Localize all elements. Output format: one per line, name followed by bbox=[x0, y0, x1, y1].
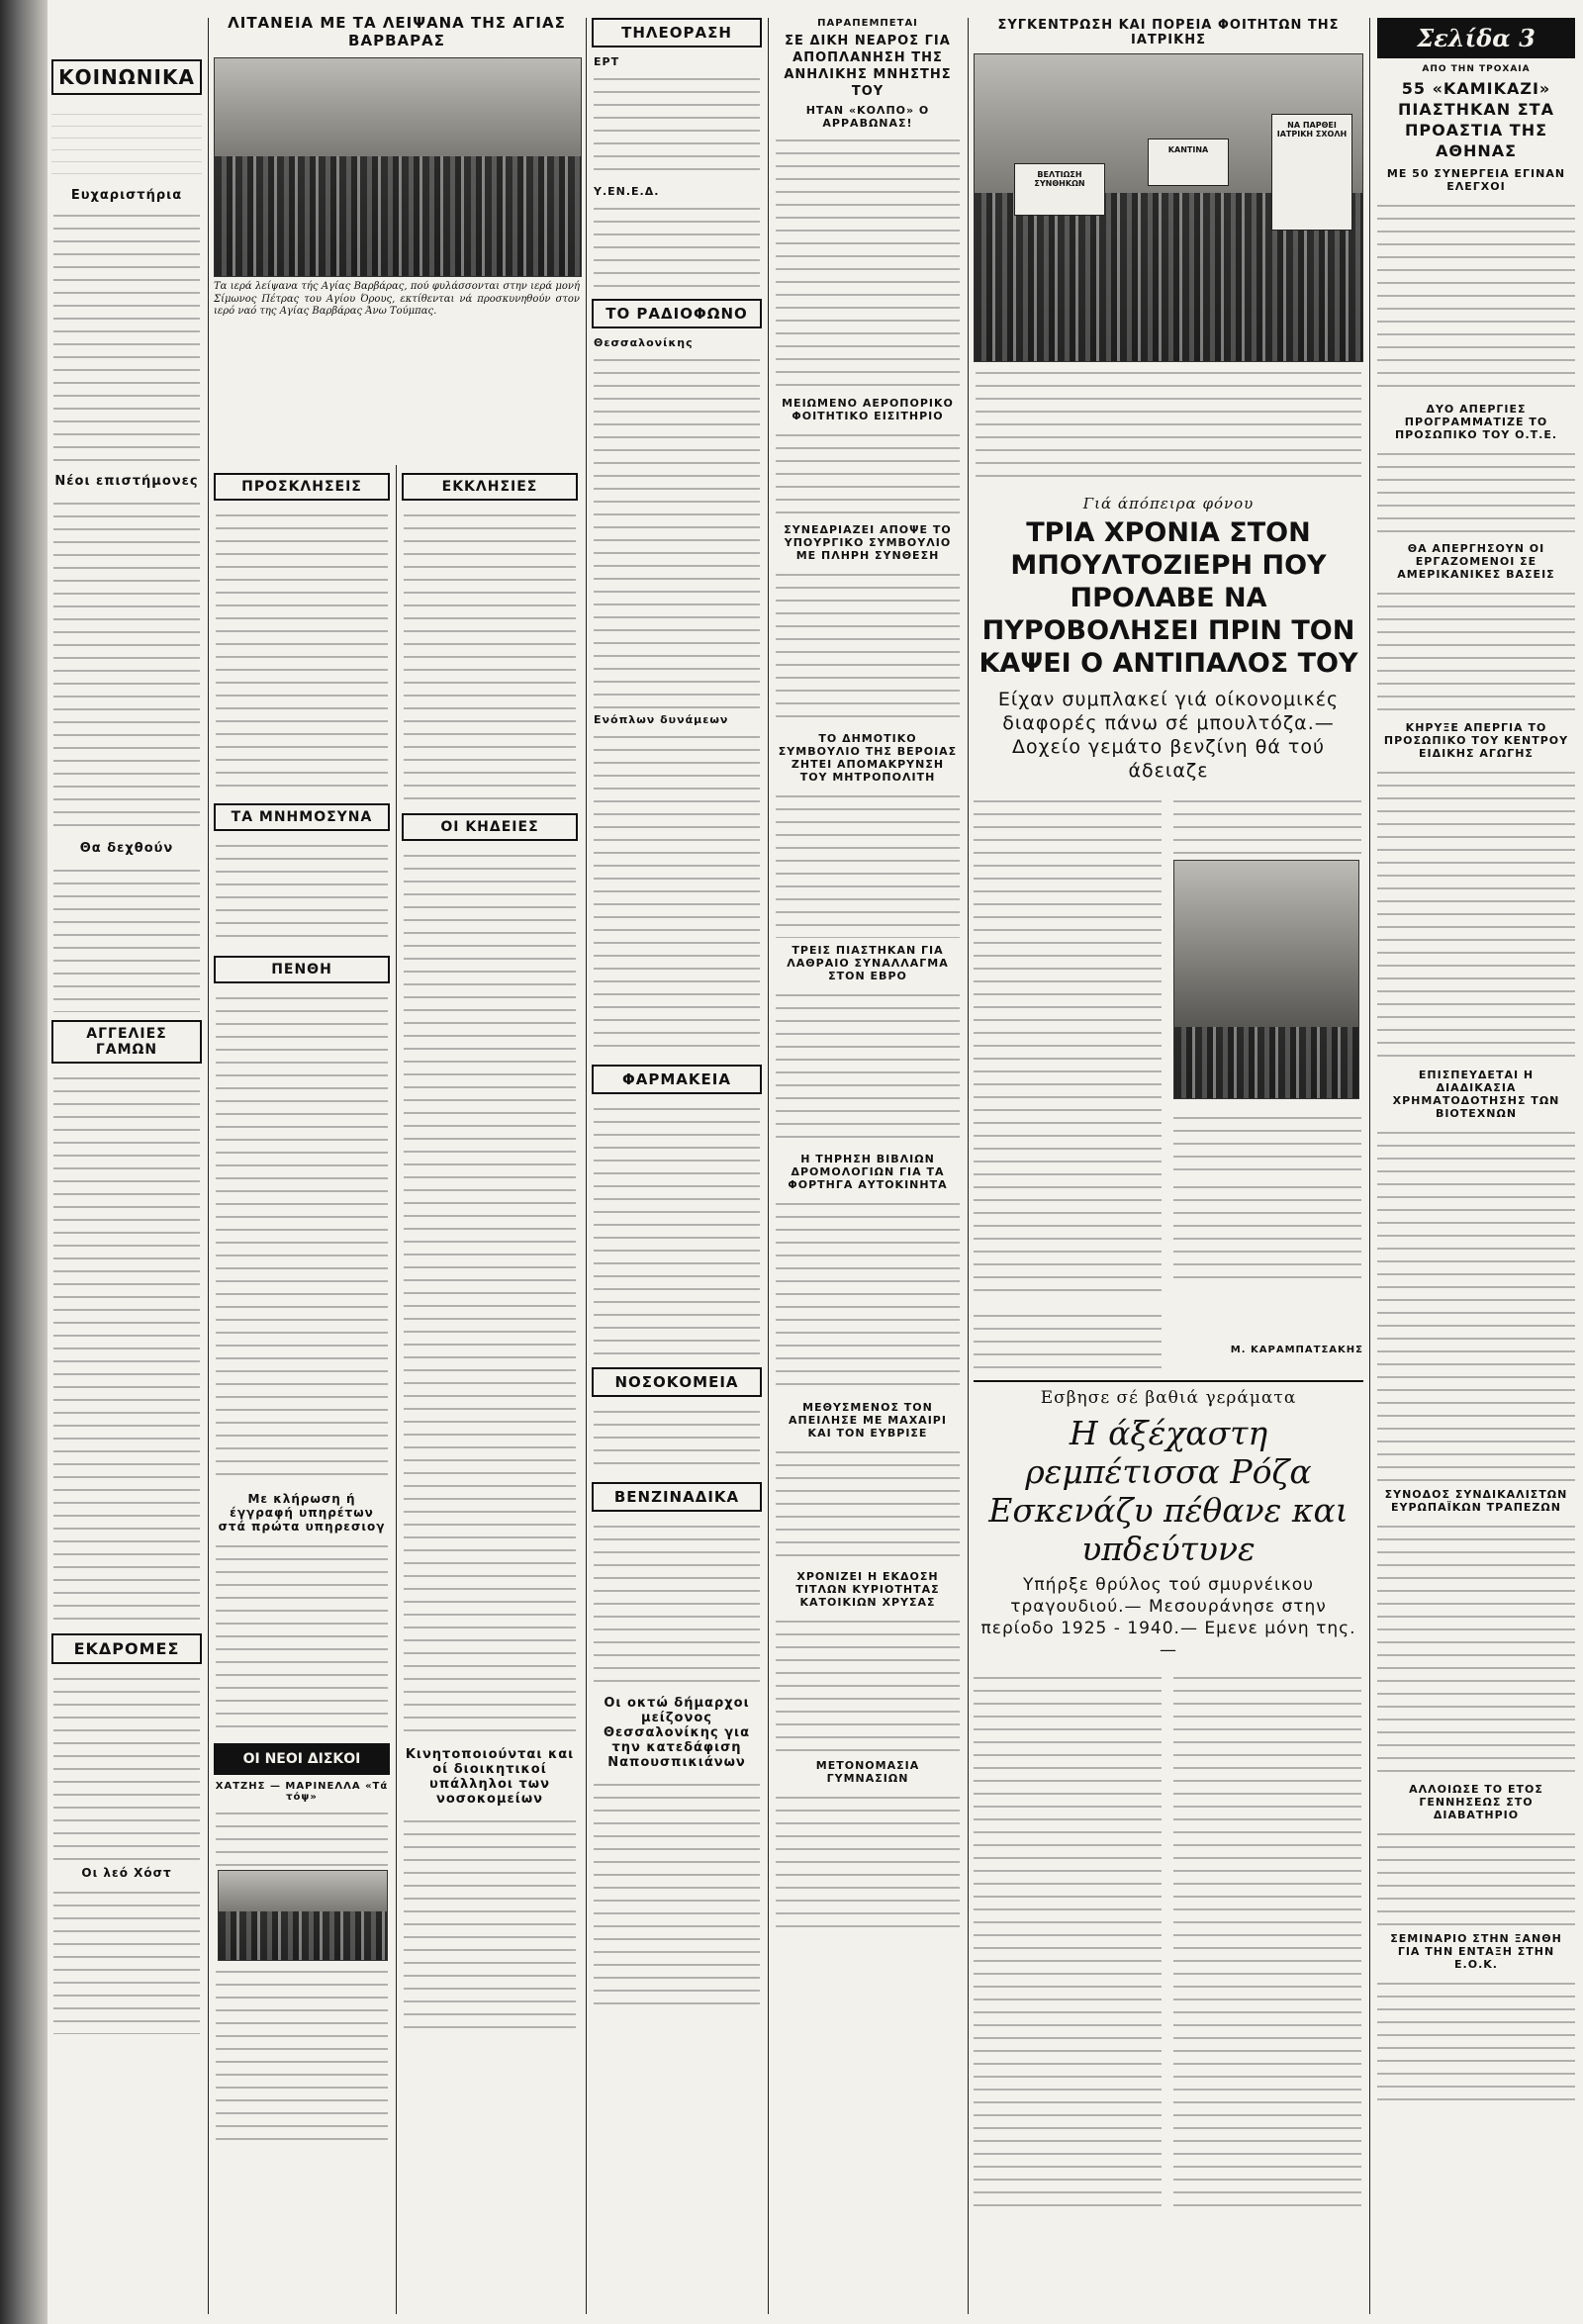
tv-label-ert: ΕΡΤ bbox=[594, 55, 620, 68]
bottom-caption: Οι λεό Χόστ bbox=[81, 1866, 172, 1880]
article-title: ΜΕΤΟΝΟΜΑΣΙΑ ΓΥΜΝΑΣΙΩΝ bbox=[815, 1759, 920, 1785]
box-pharmacies: ΦΑΡΜΑΚΕΙΑ bbox=[592, 1065, 762, 1094]
box-hospitals: ΝΟΣΟΚΟΜΕΙΑ bbox=[592, 1367, 762, 1397]
social-text bbox=[51, 103, 202, 182]
article-title: ΣΕΜΙΝΑΡΙΟ ΣΤΗΝ ΞΑΝΘΗ ΓΙΑ ΤΗΝ ΕΝΤΑΞΗ ΣΤΗΝ Ε.Ο.Κ. bbox=[1390, 1932, 1562, 1971]
students-photo bbox=[974, 53, 1363, 362]
column-listings bbox=[588, 0, 766, 2324]
text-block bbox=[776, 568, 960, 726]
column-rule bbox=[396, 465, 397, 2314]
column-rule bbox=[586, 18, 587, 2314]
column-right bbox=[1371, 0, 1581, 2324]
section-thanks: Ευχαριστήρια bbox=[70, 188, 183, 203]
attempt-subheadline: Είχαν συμπλακεί γιά οίκονομικές διαφορές πάνω σέ μπουλτόζα.— Δοχείο γεμάτο βενζίνη θά τού άδειαζε bbox=[997, 689, 1340, 782]
article-title: ΤΟ ΔΗΜΟΤΙΚΟ ΣΥΜΒΟΥΛΙΟ ΤΗΣ ΒΕΡΟΙΑΣ ΖΗΤΕΙ ΑΠΟΜΑΚΡΥΝΣΗ ΤΟΥ ΜΗΤΡΟΠΟΛΙΤΗ bbox=[778, 732, 958, 784]
continuation-area bbox=[970, 1305, 1367, 1374]
text-block bbox=[1377, 766, 1575, 1063]
text-block bbox=[216, 839, 388, 948]
radio-label-thessaloniki: Θεσσαλονίκης bbox=[594, 336, 694, 349]
litany-headline: ΛΙΤΑΝΕΙΑ ΜΕ ΤΑ ΛΕΙΨΑΝΑ ΤΗΣ ΑΓΙΑΣ ΒΑΡΒΑΡΑΣ bbox=[228, 14, 566, 49]
text-block bbox=[776, 1445, 960, 1564]
text-block bbox=[776, 428, 960, 517]
column-rule bbox=[968, 18, 969, 2314]
box-gas-stations: ΒΕΝΖΙΝΑΔΙΚΑ bbox=[592, 1482, 762, 1512]
litany-caption: Τα ιερά λείψανα τής Αγίας Βαρβάρας, πού φυλάσσονται στην ιερά μονή Σίμωνος Πέτρας του Αγίου Όρους, εκτίθενται νά προσκυνηθούν στον ιερό ναό της Αγίας Βαρβάρας Άνω Τούμπας. bbox=[214, 281, 580, 317]
column-main bbox=[970, 0, 1367, 2324]
text-block bbox=[216, 509, 388, 795]
text-block bbox=[216, 1539, 388, 1737]
trial-subheadline: ΗΤΑΝ «ΚΟΛΠΟ» Ο ΑΡΡΑΒΩΝΑΣ! bbox=[805, 104, 930, 130]
section-receptions: Θα δεχθούν bbox=[79, 841, 174, 856]
article-title: Η ΤΗΡΗΣΗ ΒΙΒΛΙΩΝ ΔΡΟΜΟΛΟΓΙΩΝ ΓΙΑ ΤΑ ΦΟΡΤΗΓΑ ΑΥΤΟΚΙΝΗΤΑ bbox=[788, 1153, 948, 1191]
box-churches: ΕΚΚΛΗΣΙΕΣ bbox=[402, 473, 578, 501]
text-block bbox=[216, 1965, 388, 2143]
text-block bbox=[594, 202, 760, 291]
box-mourning: ΠΕΝΘΗ bbox=[214, 956, 390, 983]
nurses-headline: Κινητοποιούνται και οί διοικητικοί υπάλληλοι των νοσοκομείων bbox=[405, 1747, 575, 1807]
text-block bbox=[404, 509, 576, 805]
text-block bbox=[1377, 199, 1575, 397]
text-block bbox=[594, 1102, 760, 1359]
column-rule bbox=[768, 18, 769, 2314]
article-title: ΣΥΝΕΔΡΙΑΖΕΙ ΑΠΟΨΕ ΤΟ ΥΠΟΥΡΓΙΚΟ ΣΥΜΒΟΥΛΙΟ ΜΕ ΠΛΗΡΗ ΣΥΝΘΕΣΗ bbox=[784, 523, 952, 562]
text-block bbox=[776, 134, 960, 391]
text-block bbox=[776, 790, 960, 938]
text-block bbox=[974, 1671, 1162, 2215]
text-block bbox=[974, 1309, 1162, 1368]
text-block bbox=[1173, 1671, 1361, 2215]
photo-credit: Μ. ΚΑΡΑΜΠΑΤΣΑΚΗΣ bbox=[1230, 1345, 1363, 1355]
obit-kicker: Εσβησε σέ βαθιά γεράματα bbox=[1040, 1388, 1297, 1408]
text-block bbox=[404, 849, 576, 1739]
text-block bbox=[1173, 794, 1361, 854]
text-block bbox=[216, 991, 388, 1486]
column-rule bbox=[208, 18, 209, 2314]
article-title: ΕΠΙΣΠΕΥΔΕΤΑΙ Η ΔΙΑΔΙΚΑΣΙΑ ΧΡΗΜΑΤΟΔΟΤΗΣΗΣ ΤΩΝ ΒΙΟΤΕΧΝΩΝ bbox=[1392, 1069, 1560, 1120]
obit-subheadline: Υπήρξε θρύλος τού σμυρνέικου τραγουδιού.— Μεσουράνησε στην περίοδο 1925 - 1940.— Εμενε μόνη της.— bbox=[980, 1575, 1356, 1660]
attempt-body bbox=[970, 790, 1367, 1305]
text-block bbox=[404, 1814, 576, 2032]
separator bbox=[974, 1380, 1363, 1382]
caption-block bbox=[976, 366, 1361, 485]
protest-sign: ΝΑ ΠΑΡΘΕΙ ΙΑΤΡΙΚΗ ΣΧΟΛΗ bbox=[1271, 114, 1352, 231]
tv-label-yened: Υ.ΕΝ.Ε.Δ. bbox=[594, 185, 660, 198]
box-invitations: ΠΡΟΣΚΛΗΣΕΙΣ bbox=[214, 473, 390, 501]
text-block bbox=[776, 988, 960, 1147]
article-title: ΑΛΛΟΙΩΣΕ ΤΟ ΕΤΟΣ ΓΕΝΝΗΣΕΩΣ ΣΤΟ ΔΙΑΒΑΤΗΡΙΟ bbox=[1409, 1783, 1543, 1821]
students-headline: ΣΥΓΚΕΝΤΡΩΣΗ ΚΑΙ ΠΟΡΕΙΑ ΦΟΙΤΗΤΩΝ ΤΗΣ ΙΑΤΡΙΚΗΣ bbox=[997, 18, 1340, 47]
text-block bbox=[594, 1520, 760, 1688]
article-title: ΣΥΝΟΔΟΣ ΣΥΝΔΙΚΑΛΙΣΤΩΝ ΕΥΡΩΠΑΪΚΩΝ ΤΡΑΠΕΖΩΝ bbox=[1384, 1488, 1568, 1514]
article-title: ΜΕΙΩΜΕΝΟ ΑΕΡΟΠΟΡΙΚΟ ΦΟΙΤΗΤΙΚΟ ΕΙΣΙΤΗΡΙΟ bbox=[782, 397, 954, 422]
text-block bbox=[974, 794, 1162, 1299]
bulldozer-photo bbox=[1173, 860, 1359, 1099]
text-block bbox=[776, 1615, 960, 1753]
disk-photo bbox=[218, 1870, 388, 1961]
section-graduates: Νέοι επιστήμονες bbox=[54, 474, 199, 489]
obit-headline: Η άξέχαστη ρεμπέτισσα Ρόζα Εσκενάζυ πέθανε και υπδεύτυνε bbox=[988, 1414, 1349, 1568]
text-block bbox=[594, 353, 760, 709]
section-excursions: ΕΚΔΡΟΜΕΣ bbox=[51, 1633, 202, 1664]
text-block bbox=[53, 864, 200, 1012]
article-title: ΘΑ ΑΠΕΡΓΗΣΟΥΝ ΟΙ ΕΡΓΑΖΟΜΕΝΟΙ ΣΕ ΑΜΕΡΙΚΑΝΙΚΕΣ ΒΑΣΕΙΣ bbox=[1397, 542, 1555, 581]
text-block bbox=[594, 730, 760, 1057]
mayors-headline: Οι οκτώ δήμαρχοι μείζονος Θεσσαλονίκης για την κατεδάφιση Ναπουσπικιάνων bbox=[603, 1696, 751, 1770]
text-block bbox=[1377, 1126, 1575, 1482]
text-block bbox=[53, 497, 200, 833]
box-memorials: ΤΑ ΜΝΗΜΟΣΥΝΑ bbox=[214, 803, 390, 831]
text-block bbox=[53, 1886, 200, 2034]
text-block bbox=[1173, 1180, 1361, 1289]
traffic-kicker: ΑΠΟ ΤΗΝ ΤΡΟΧΑΙΑ bbox=[1422, 64, 1531, 74]
box-funerals: ΟΙ ΚΗΔΕΙΕΣ bbox=[402, 813, 578, 841]
text-block bbox=[1377, 587, 1575, 715]
masthead-social: ΚΟΙΝΩΝΙΚΑ bbox=[51, 59, 202, 95]
text-block bbox=[1377, 1977, 1575, 2105]
column-news bbox=[770, 0, 966, 2324]
article-title: ΧΡΟΝΙΖΕΙ Η ΕΚΔΟΣΗ ΤΙΤΛΩΝ ΚΥΡΙΟΤΗΤΑΣ ΚΑΤΟΙΚΙΩΝ ΧΡΥΣΑΣ bbox=[795, 1570, 940, 1609]
binding-edge bbox=[0, 0, 47, 2324]
text-block bbox=[1377, 1827, 1575, 1926]
attempt-kicker: Γιά άπόπειρα φόνου bbox=[1082, 495, 1255, 512]
trial-kicker: ΠΑΡΑΠΕΜΠΕΤΑΙ bbox=[817, 18, 918, 29]
radio-label-armed-forces: Ενόπλων δυνάμεων bbox=[594, 713, 729, 726]
text-block bbox=[1377, 1520, 1575, 1777]
column-litany bbox=[210, 0, 584, 2324]
text-block bbox=[594, 1778, 760, 2005]
text-block bbox=[594, 1405, 760, 1474]
lottery-headline: Με κλήρωση ή έγγραφή υπηρέτων στά πρώτα υπηρεσιογ bbox=[218, 1492, 386, 1534]
text-block bbox=[53, 1672, 200, 1860]
text-block bbox=[53, 209, 200, 466]
article-title: ΚΗΡΥΞΕ ΑΠΕΡΓΙΑ ΤΟ ΠΡΟΣΩΠΙΚΟ ΤΟΥ ΚΕΝΤΡΟΥ ΕΙΔΙΚΗΣ ΑΓΩΓΗΣ bbox=[1383, 721, 1569, 760]
text-block bbox=[1377, 447, 1575, 536]
page-badge: Σελίδα 3 bbox=[1377, 18, 1575, 58]
box-tv: ΤΗΛΕΟΡΑΣΗ bbox=[592, 18, 762, 47]
traffic-headline: 55 «ΚΑΜΙΚΑΖΙ» ΠΙΑΣΤΗΚΑΝ ΣΤΑ ΠΡΟΑΣΤΙΑ ΤΗΣ ΑΘΗΝΑΣ bbox=[1398, 79, 1554, 160]
section-weddings: ΑΓΓΕΛΙΕΣ ΓΑΜΩΝ bbox=[51, 1020, 202, 1064]
obit-body bbox=[970, 1667, 1367, 2221]
trial-headline: ΣΕ ΔΙΚΗ ΝΕΑΡΟΣ ΓΙΑ ΑΠΟΠΛΑΝΗΣΗ ΤΗΣ ΑΝΗΛΙΚΗΣ ΜΝΗΣΤΗΣ ΤΟΥ bbox=[784, 34, 952, 99]
disk-subline: ΧΑΤΖΗΣ — ΜΑΡΙΝΕΛΛΑ «Τά τόψ» bbox=[215, 1781, 389, 1803]
litany-photo bbox=[214, 57, 582, 277]
text-block bbox=[53, 1071, 200, 1626]
column-social bbox=[47, 0, 206, 2324]
column-rule bbox=[1369, 18, 1370, 2314]
disk-box: ΟΙ ΝΕΟΙ ΔΙΣΚΟΙ bbox=[214, 1743, 390, 1775]
text-block bbox=[1173, 1111, 1361, 1170]
attempt-headline: ΤΡΙΑ ΧΡΟΝΙΑ ΣΤΟΝ ΜΠΟΥΛΤΟΖΙΕΡΗ ΠΟΥ ΠΡΟΛΑΒΕ ΝΑ ΠΥΡΟΒΟΛΗΣΕΙ ΠΡΙΝ ΤΟΝ ΚΑΨΕΙ Ο ΑΝΤΙΠΑΛΟΣ ΤΟΥ bbox=[978, 517, 1358, 679]
box-radio: ΤΟ ΡΑΔΙΟΦΩΝΟ bbox=[592, 299, 762, 328]
text-block bbox=[216, 1807, 388, 1866]
text-block bbox=[776, 1197, 960, 1395]
text-block bbox=[594, 72, 760, 181]
subcolumn-right bbox=[398, 465, 582, 2036]
protest-sign: ΚΑΝΤΙΝΑ bbox=[1148, 139, 1229, 186]
subcolumn-left bbox=[210, 465, 394, 2147]
article-title: ΜΕΘΥΣΜΕΝΟΣ ΤΟΝ ΑΠΕΙΛΗΣΕ ΜΕ ΜΑΧΑΙΡΙ ΚΑΙ ΤΟΝ ΕΥΒΡΙΣΕ bbox=[789, 1401, 947, 1440]
text-block bbox=[776, 1791, 960, 1929]
article-title: ΤΡΕΙΣ ΠΙΑΣΤΗΚΑΝ ΓΙΑ ΛΑΘΡΑΙΟ ΣΥΝΑΛΛΑΓΜΑ ΣΤΟΝ ΕΒΡΟ bbox=[787, 944, 949, 982]
protest-sign: ΒΕΛΤΙΩΣΗ ΣΥΝΘΗΚΩΝ bbox=[1014, 163, 1105, 216]
traffic-subheadline: ΜΕ 50 ΣΥΝΕΡΓΕΙΑ ΕΓΙΝΑΝ ΕΛΕΓΧΟΙ bbox=[1386, 167, 1566, 193]
article-title: ΔΥΟ ΑΠΕΡΓΙΕΣ ΠΡΟΓΡΑΜΜΑΤΙΖΕ ΤΟ ΠΡΟΣΩΠΙΚΟ ΤΟΥ Ο.Τ.Ε. bbox=[1394, 403, 1558, 441]
